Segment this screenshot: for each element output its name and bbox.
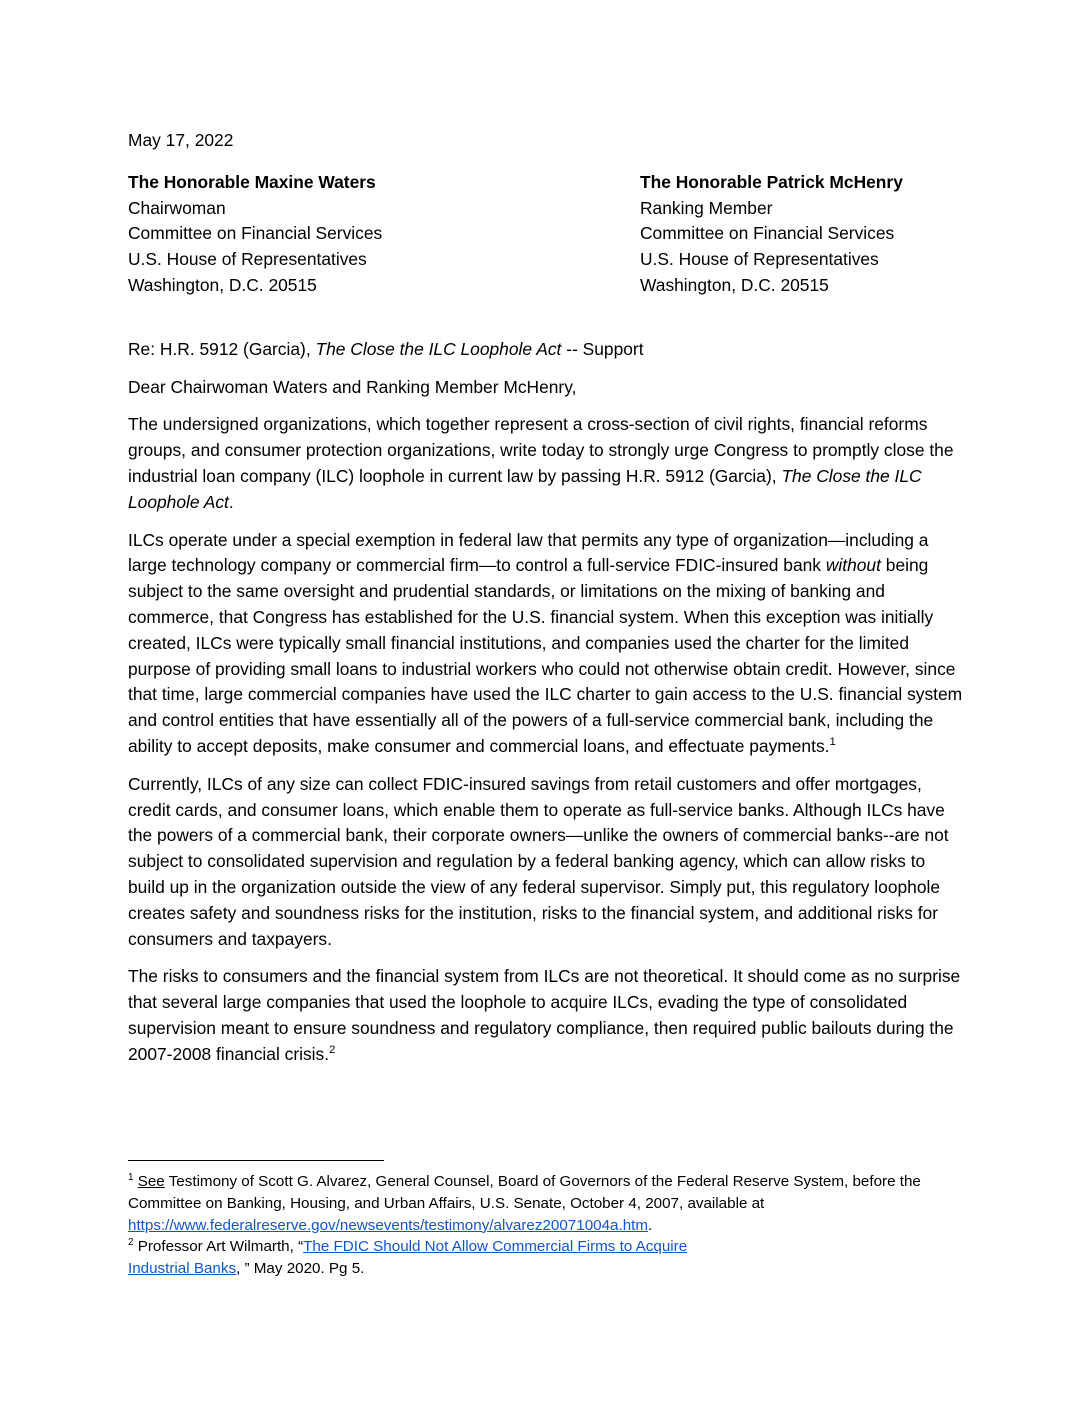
- salutation: Dear Chairwoman Waters and Ranking Member McHenry,: [128, 376, 577, 397]
- footnote-1: [128, 1171, 968, 1236]
- paragraph-text: being subject to the same oversight and prudential standards, or limitations on the mixing of banking and commerce, that Congress has established for the U.S. financial system. When this exception was initially created, ILCs were typically small financial institutions, and companies used the charter for the limited purpose of providing small loans to industrial workers who could not otherwise obtain credit. However, since that time, large commercial companies have used the ILC charter to gain access to the U.S. financial system and control entities that have essentially all of the powers of a full-service commercial bank, including the ability to accept deposits, make consumer and commercial loans, and effectuate payments.: [128, 555, 963, 756]
- footnote-ref-1[interactable]: 1: [829, 736, 836, 749]
- footnotes: [128, 1160, 968, 1280]
- recipient-title: Chairwoman: [128, 197, 226, 218]
- footnote-ref-2[interactable]: 2: [329, 1043, 336, 1056]
- recipient-city: Washington, D.C. 20515: [640, 274, 829, 295]
- footnote-text: Professor Art Wilmarth, “: [133, 1238, 304, 1256]
- recipient-city: Washington, D.C. 20515: [128, 274, 317, 295]
- footnote-end: , ” May 2020. Pg 5.: [236, 1260, 365, 1278]
- footnote-link-fdic-article[interactable]: The FDIC Should Not Allow Commercial Firms to Acquire: [303, 1238, 688, 1256]
- footnote-end: .: [648, 1216, 653, 1234]
- recipient-block-waters: [128, 170, 548, 299]
- footnote-text: Testimony of Scott G. Alvarez, General Counsel, Board of Governors of the Federal Reserve System, before the Committee on Banking, Housing, and Urban Affairs, U.S. Senate, October 4, 2007, available at: [128, 1173, 921, 1212]
- bill-title-italic: The Close the ILC Loophole Act: [128, 465, 922, 512]
- paragraph-end: .: [228, 491, 234, 512]
- recipient-block-mchenry: [640, 170, 963, 299]
- recipient-name: The Honorable Maxine Waters: [128, 171, 376, 192]
- recipient-addresses: [128, 170, 963, 299]
- footnote-link-industrial-banks[interactable]: Industrial Banks: [128, 1260, 237, 1278]
- paragraph-text: ILCs operate under a special exemption in federal law that permits any type of organization—including a large technology company or commercial firm—to control a full-service FDIC-insured bank: [128, 529, 929, 576]
- recipient-chamber: U.S. House of Representatives: [640, 249, 879, 270]
- paragraph-1: [128, 412, 963, 515]
- bill-title: The Close the ILC Loophole Act: [315, 338, 562, 359]
- subject-suffix: -- Support: [561, 338, 644, 359]
- footnote-2: [128, 1236, 968, 1280]
- recipient-committee: Committee on Financial Services: [640, 223, 895, 244]
- letter-body: [128, 128, 963, 1080]
- recipient-chamber: U.S. House of Representatives: [128, 249, 367, 270]
- paragraph-text: The risks to consumers and the financial system from ILCs are not theoretical. It should come as no surprise that several large companies that used the loophole to acquire ILCs, evading the type of consolidated supervision meant to ensure soundness and regulatory compliance, then required public bailouts during the 2007-2008 financial crisis.: [128, 966, 961, 1064]
- subject-line: [128, 337, 963, 363]
- emphasis-without: without: [825, 555, 881, 576]
- paragraph-2: [128, 528, 963, 760]
- subject-prefix: Re: H.R. 5912 (Garcia),: [128, 338, 316, 359]
- footnote-link-federal-reserve[interactable]: https://www.federalreserve.gov/newsevents/testimony/alvarez20071004a.htm: [128, 1216, 649, 1234]
- footnote-see: See: [137, 1173, 165, 1190]
- letter-date: May 17, 2022: [128, 130, 234, 150]
- footnote-divider: [128, 1160, 384, 1161]
- recipient-title: Ranking Member: [640, 197, 773, 218]
- recipient-name: The Honorable Patrick McHenry: [640, 171, 903, 192]
- footnote-number: 1: [128, 1171, 134, 1183]
- paragraph-3: Currently, ILCs of any size can collect FDIC-insured savings from retail customers and offer mortgages, credit cards, and consumer loans, which enable them to operate as full-service banks. Although ILCs have the powers of a commercial bank, their corporate owners—unlike the owners of commercial banks--are not subject to consolidated supervision and regulation by a federal banking agency, which can allow risks to build up in the organization outside the view of any federal supervisor. Simply put, this regulatory loophole creates safety and soundness risks for the institution, risks to the financial system, and additional risks for consumers and taxpayers.: [128, 773, 949, 949]
- paragraph-4: [128, 964, 963, 1067]
- paragraph-text: The undersigned organizations, which together represent a cross-section of civil rights, financial reforms groups, and consumer protection organizations, write today to strongly urge Congress to promptly close the industrial loan company (ILC) loophole in current law by passing H.R. 5912 (Garcia),: [128, 414, 954, 486]
- recipient-committee: Committee on Financial Services: [128, 223, 383, 244]
- footnote-number: 2: [128, 1237, 134, 1249]
